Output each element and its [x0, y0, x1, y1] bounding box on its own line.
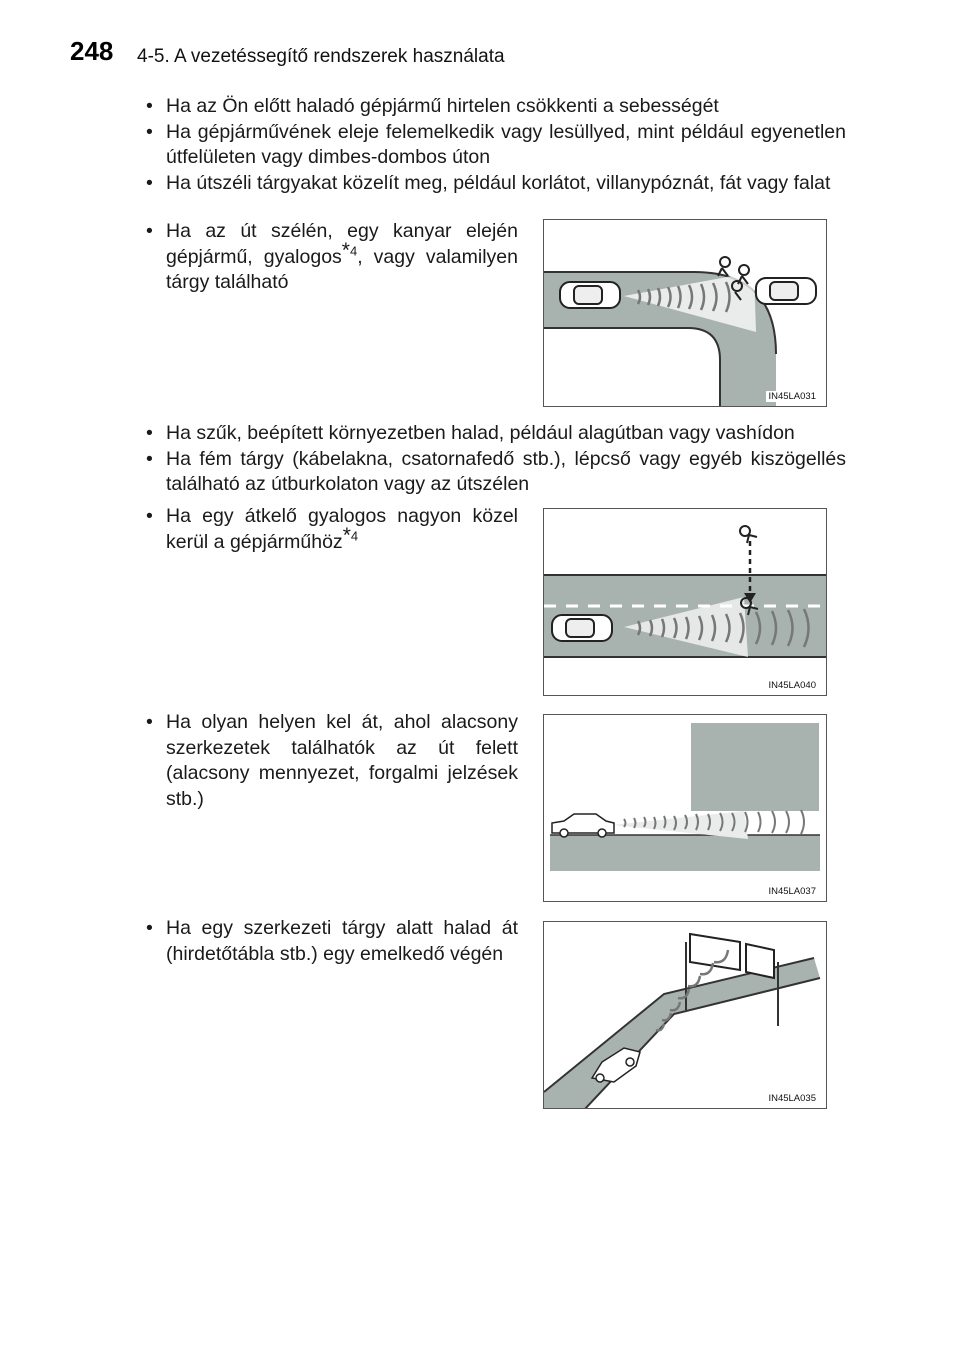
list-item-text: Ha egy átkelő gyalogos nagyon közel kerül a gépjárműhöz	[166, 505, 518, 553]
list-item: • Ha egy szerkezeti tárgy alatt halad át (hirdetőtábla stb.) egy emelkedő végén	[140, 916, 518, 967]
section-title: 4-5. A vezetéssegítő rendszerek használata	[137, 46, 505, 67]
list-item: • Ha szűk, beépített környezetben halad, például alagútban vagy vashídon	[140, 421, 846, 447]
car-icon	[552, 615, 612, 641]
bullet-list-top	[140, 94, 846, 196]
list-item-text: Ha az út szélén, egy kanyar elején gépjármű, gyalogos	[166, 220, 518, 268]
bullet-list-curve	[140, 219, 518, 296]
car-icon	[560, 282, 620, 308]
low-structure-illustration	[544, 715, 827, 902]
figure-code: IN45LA035	[768, 1093, 816, 1104]
footnote-number: 4	[349, 243, 358, 258]
list-item: • Ha az Ön előtt haladó gépjármű hirtelen csökkenti a sebességét	[140, 94, 846, 120]
page-number: 248	[70, 36, 114, 66]
figure-code: IN45LA040	[768, 680, 816, 691]
list-item	[140, 219, 518, 296]
bullet-list-mid	[140, 421, 846, 498]
bullet-list-overhead-sign	[140, 916, 518, 967]
figure-curve-obstacle	[543, 219, 827, 407]
bullet-list-low-structure	[140, 710, 518, 812]
list-item: • Ha olyan helyen kel át, ahol alacsony szerkezetek találhatók az út felett (alacsony mennyezet, forgalmi jelzések stb.)	[140, 710, 518, 812]
figure-code: IN45LA031	[768, 391, 816, 402]
crossing-road-illustration	[544, 509, 827, 696]
sign-board-icon	[690, 934, 774, 978]
list-item: • Ha útszéli tárgyakat közelít meg, például korlátot, villanypóznát, fát vagy falat	[140, 171, 846, 197]
figure-overhead-sign	[543, 921, 827, 1109]
overhead-sign-illustration	[544, 922, 827, 1109]
figure-low-structure	[543, 714, 827, 902]
curve-road-illustration	[544, 220, 827, 407]
bullet-list-pedestrian	[140, 504, 518, 555]
car-icon	[552, 814, 614, 837]
list-item: • Ha gépjárművének eleje felemelkedik vagy lesüllyed, mint például egyenetlen útfelületen vagy dimbes-dombos úton	[140, 120, 846, 171]
list-item: • Ha fém tárgy (kábelakna, csatornafedő stb.), lépcső vagy egyéb kiszögellés található az útburkolaton vagy az útszélen	[140, 447, 846, 498]
figure-code: IN45LA037	[768, 886, 816, 897]
footnote-mark: *	[342, 523, 351, 547]
figure-crossing-pedestrian	[543, 508, 827, 696]
list-item	[140, 504, 518, 555]
footnote-number: 4	[350, 528, 359, 543]
footnote-mark: *	[341, 238, 350, 262]
car-icon	[756, 278, 816, 304]
list-item-text: , vagy valamilyen tárgy található	[166, 245, 518, 293]
